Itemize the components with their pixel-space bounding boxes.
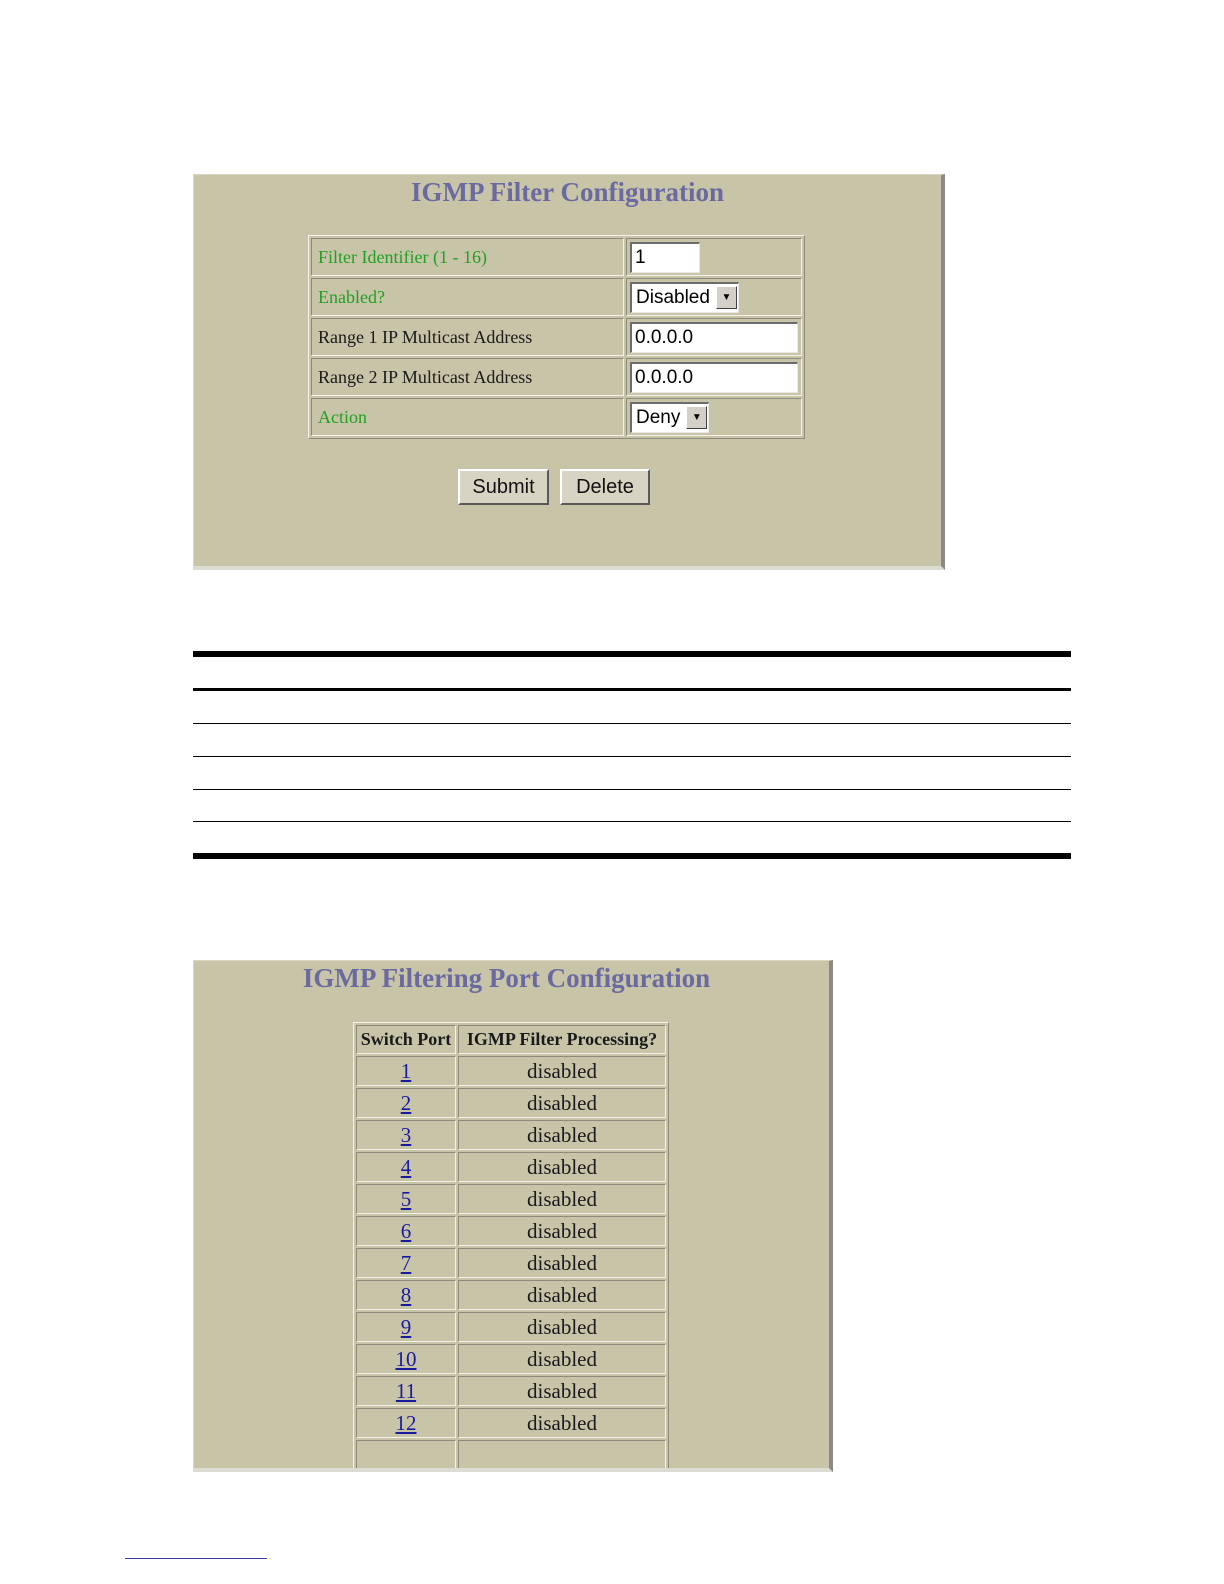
filter-config-title: IGMP Filter Configuration bbox=[411, 177, 724, 207]
table-row bbox=[356, 1120, 666, 1150]
footer-divider bbox=[125, 1558, 267, 1559]
port-status: disabled bbox=[458, 1408, 666, 1438]
table-row bbox=[356, 1312, 666, 1342]
table-row bbox=[356, 1280, 666, 1310]
dropdown-arrow-icon[interactable]: ▼ bbox=[716, 286, 737, 309]
table-row bbox=[356, 1152, 666, 1182]
form-row-range1 bbox=[311, 318, 802, 356]
table-row-rule bbox=[193, 821, 1071, 822]
action-label: Action bbox=[311, 398, 624, 436]
form-row-filter-id bbox=[311, 238, 802, 276]
switch-port-header: Switch Port bbox=[356, 1025, 456, 1054]
port-status: disabled bbox=[458, 1376, 666, 1406]
range1-input[interactable]: 0.0.0.0 bbox=[630, 322, 798, 353]
action-select[interactable] bbox=[630, 402, 709, 433]
table-row bbox=[356, 1344, 666, 1374]
table-header-rule bbox=[193, 688, 1071, 691]
range2-input[interactable]: 0.0.0.0 bbox=[630, 362, 798, 393]
port-link[interactable]: 7 bbox=[400, 1250, 412, 1275]
port-link[interactable]: 3 bbox=[400, 1122, 412, 1147]
port-config-table bbox=[353, 1022, 669, 1472]
port-link[interactable]: 6 bbox=[400, 1218, 412, 1243]
port-link[interactable]: 4 bbox=[400, 1154, 412, 1179]
enabled-select-value: Disabled bbox=[636, 286, 710, 308]
table-bottom-rule bbox=[193, 853, 1071, 859]
port-status: disabled bbox=[458, 1120, 666, 1150]
port-status: disabled bbox=[458, 1248, 666, 1278]
port-status: disabled bbox=[458, 1216, 666, 1246]
filter-processing-header: IGMP Filter Processing? bbox=[458, 1025, 666, 1054]
table-row bbox=[356, 1056, 666, 1086]
port-config-title: IGMP Filtering Port Configuration bbox=[302, 963, 711, 993]
table-row bbox=[356, 1184, 666, 1214]
enabled-select[interactable] bbox=[630, 282, 739, 313]
table-row-rule bbox=[193, 756, 1071, 757]
port-status: disabled bbox=[458, 1152, 666, 1182]
filter-id-label: Filter Identifier (1 - 16) bbox=[311, 238, 624, 276]
dropdown-arrow-icon[interactable]: ▼ bbox=[686, 406, 707, 429]
port-status: disabled bbox=[458, 1184, 666, 1214]
port-link[interactable]: 1 bbox=[400, 1058, 412, 1083]
port-status: disabled bbox=[458, 1344, 666, 1374]
submit-button[interactable]: Submit bbox=[458, 469, 549, 505]
enabled-label: Enabled? bbox=[311, 278, 624, 316]
form-row-action bbox=[311, 398, 802, 436]
port-link[interactable]: 9 bbox=[400, 1314, 412, 1339]
table-row bbox=[356, 1408, 666, 1438]
port-status: disabled bbox=[458, 1280, 666, 1310]
port-status: disabled bbox=[458, 1056, 666, 1086]
table-row-rule bbox=[193, 723, 1071, 724]
action-select-value: Deny bbox=[636, 406, 681, 428]
port-table-header bbox=[356, 1025, 666, 1054]
table-row-rule bbox=[193, 789, 1071, 790]
delete-button[interactable]: Delete bbox=[560, 469, 650, 505]
form-row-range2 bbox=[311, 358, 802, 396]
table-top-rule bbox=[193, 651, 1071, 657]
table-row bbox=[356, 1216, 666, 1246]
port-link[interactable]: 10 bbox=[395, 1346, 417, 1371]
form-row-enabled bbox=[311, 278, 802, 316]
range1-label: Range 1 IP Multicast Address bbox=[311, 318, 624, 356]
table-row-partial bbox=[356, 1440, 666, 1470]
port-link[interactable]: 12 bbox=[395, 1410, 417, 1435]
filter-id-input[interactable]: 1 bbox=[630, 242, 700, 273]
igmp-port-config-panel bbox=[193, 960, 833, 1472]
igmp-filter-config-panel bbox=[193, 174, 945, 570]
port-link[interactable]: 2 bbox=[400, 1090, 412, 1115]
range2-label: Range 2 IP Multicast Address bbox=[311, 358, 624, 396]
table-row bbox=[356, 1248, 666, 1278]
port-link[interactable]: 11 bbox=[395, 1378, 417, 1403]
port-status: disabled bbox=[458, 1088, 666, 1118]
port-status: disabled bbox=[458, 1312, 666, 1342]
port-link[interactable]: 8 bbox=[400, 1282, 412, 1307]
port-link[interactable]: 5 bbox=[400, 1186, 412, 1211]
filter-config-form bbox=[308, 235, 805, 439]
table-row bbox=[356, 1376, 666, 1406]
table-row bbox=[356, 1088, 666, 1118]
